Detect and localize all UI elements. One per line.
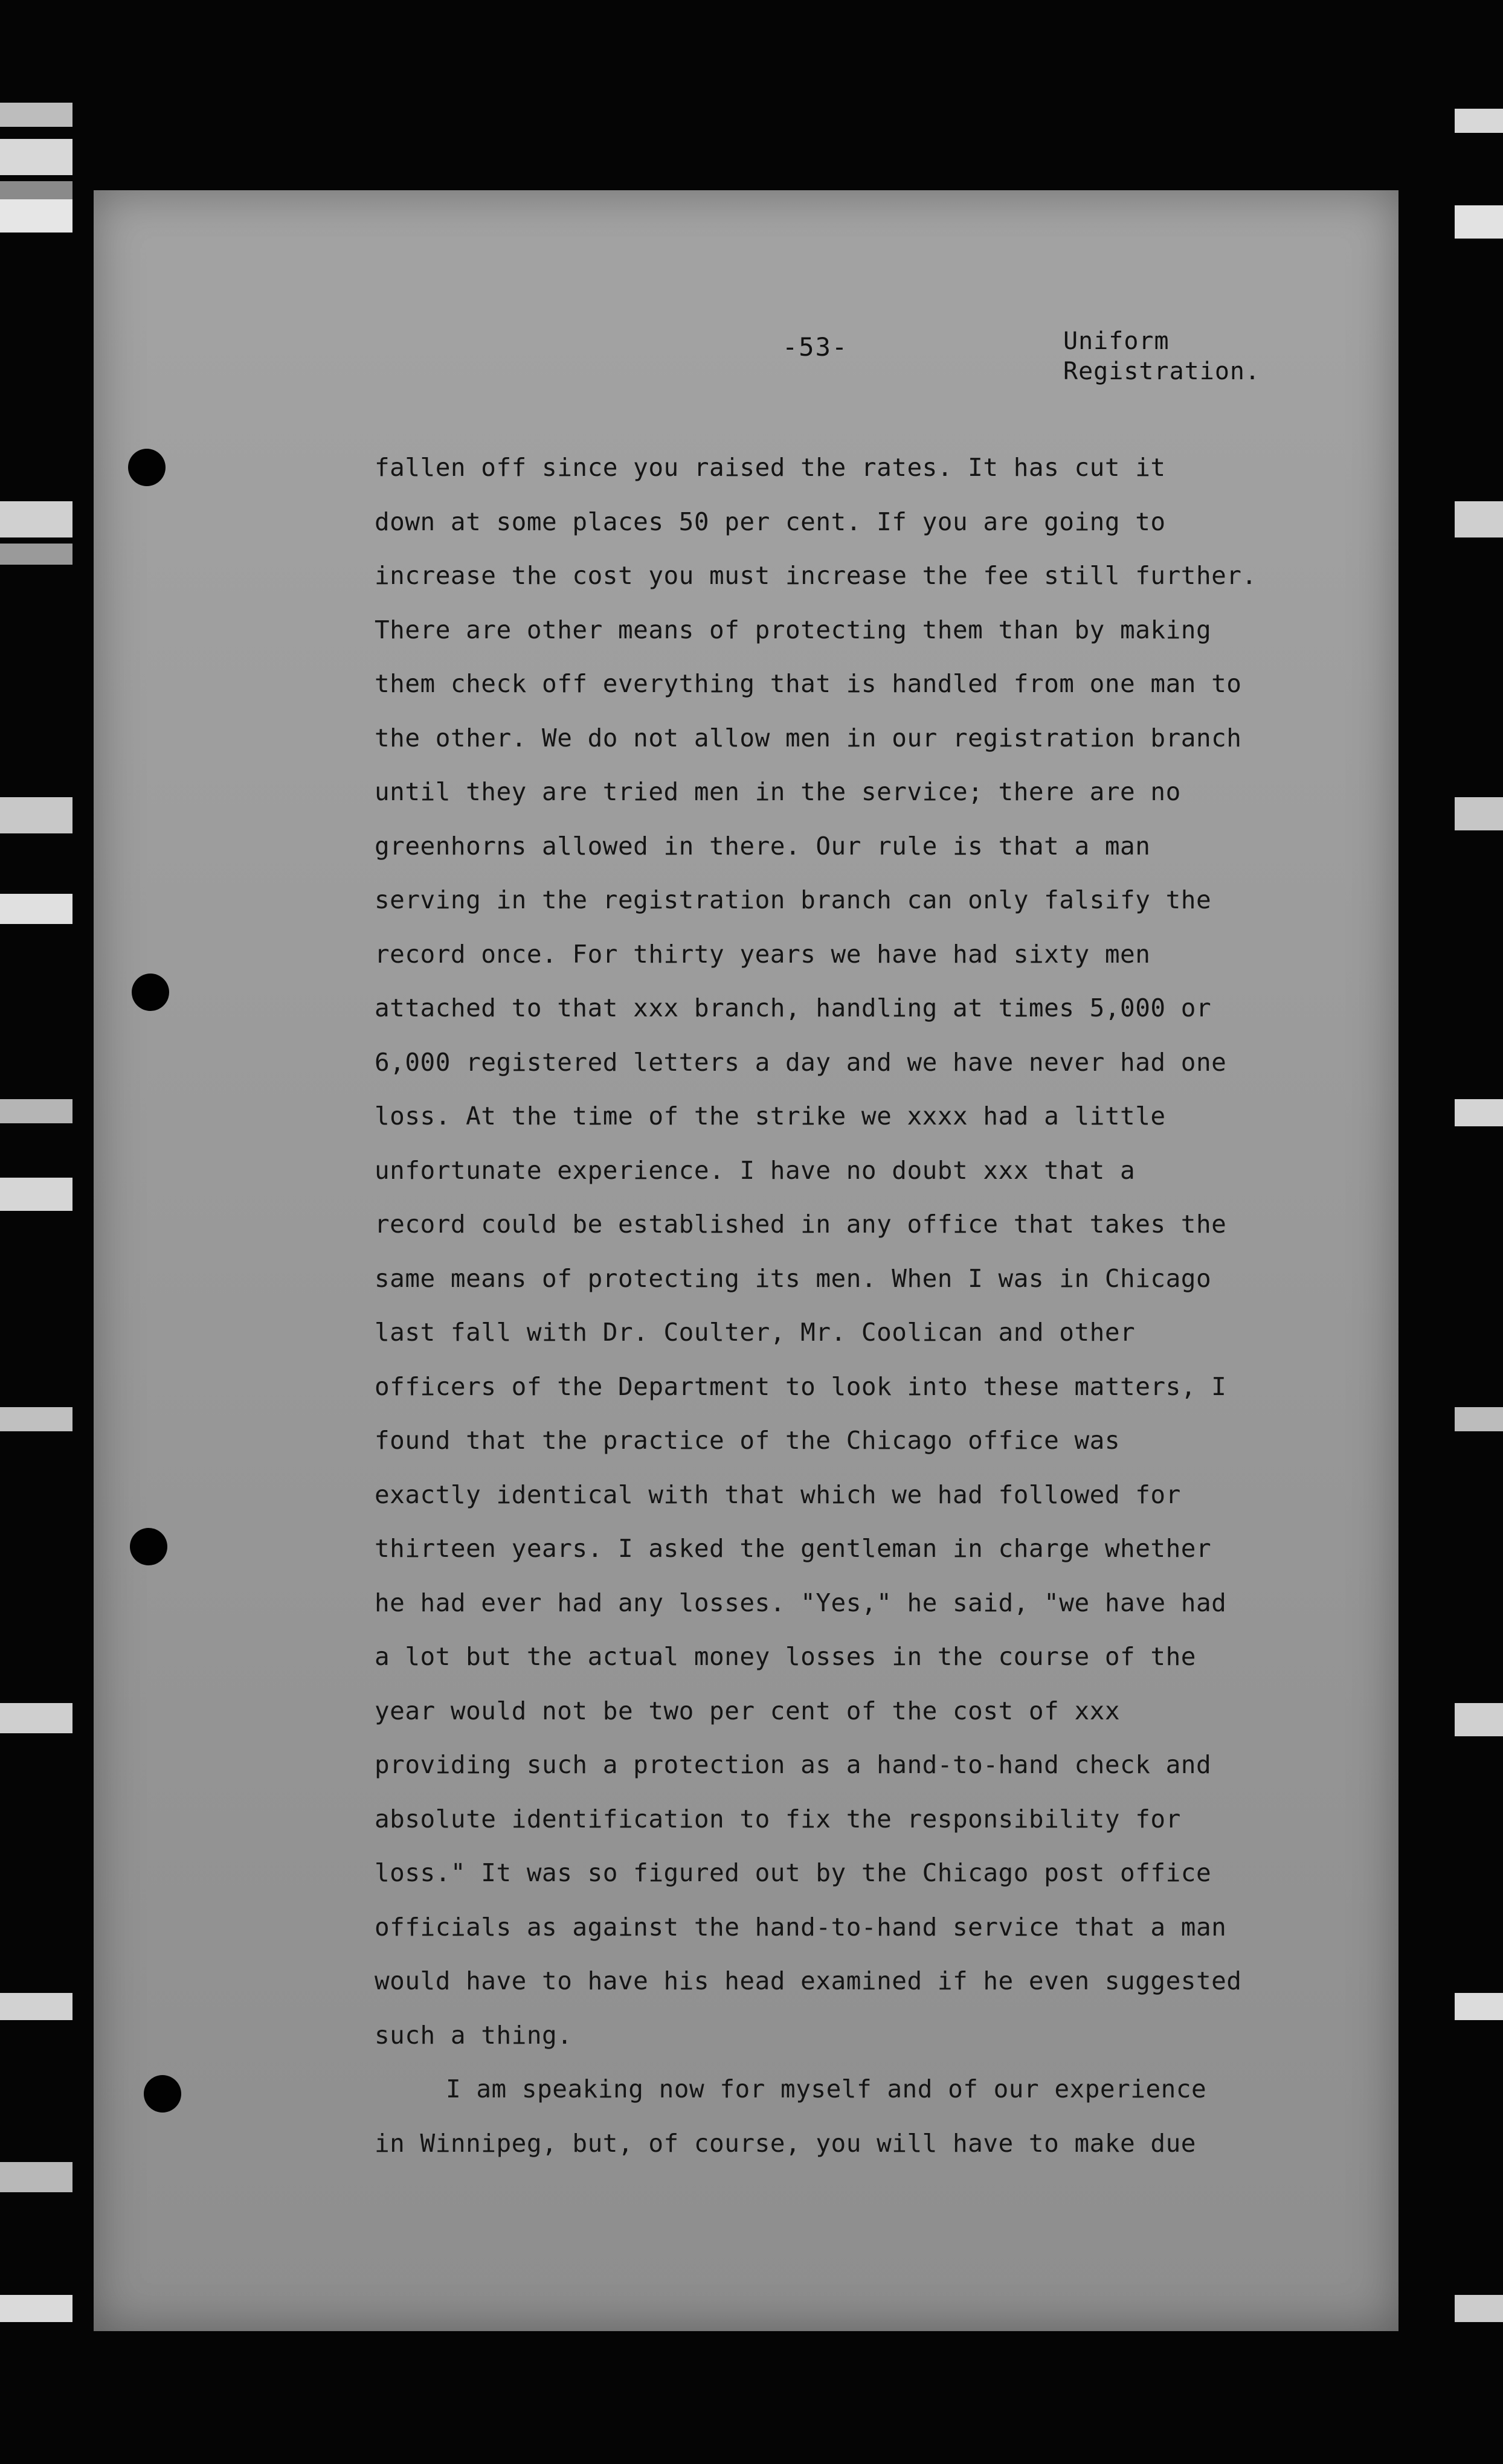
punch-hole — [132, 974, 169, 1011]
punch-hole — [130, 1528, 167, 1565]
text-line: them check off everything that is handled from one man to — [375, 669, 1242, 698]
text-line: serving in the registration branch can only falsify the — [375, 885, 1212, 914]
text-line: 6,000 registered letters a day and we have never had one — [375, 1047, 1227, 1077]
text-line: officials as against the hand-to-hand service that a man — [375, 1912, 1227, 1942]
page-number: -53- — [782, 332, 849, 362]
text-line: until they are tried men in the service; there are no — [375, 777, 1181, 806]
text-line: absolute identification to fix the responsibility for — [375, 1804, 1181, 1834]
text-line: unfortunate experience. I have no doubt xxx that a — [375, 1155, 1136, 1185]
text-line: year would not be two per cent of the cost of xxx — [375, 1696, 1121, 1725]
text-line: the other. We do not allow men in our registration branch — [375, 723, 1242, 752]
text-line: I am speaking now for myself and of our experience — [446, 2074, 1207, 2103]
section-title-line2: Registration. — [1063, 358, 1261, 385]
text-line: greenhorns allowed in there. Our rule is that a man — [375, 831, 1151, 861]
text-line: officers of the Department to look into these matters, I — [375, 1372, 1227, 1401]
text-line: a lot but the actual money losses in the course of the — [375, 1642, 1196, 1671]
text-line: attached to that xxx branch, handling at times 5,000 or — [375, 993, 1212, 1022]
film-strip-right — [1455, 0, 1503, 2464]
text-line: down at some places 50 per cent. If you are going to — [375, 507, 1166, 536]
text-line: thirteen years. I asked the gentleman in charge whether — [375, 1534, 1212, 1563]
text-line: in Winnipeg, but, of course, you will have to make due — [375, 2128, 1196, 2158]
text-line: record once. For thirty years we have had sixty men — [375, 939, 1151, 969]
text-line: last fall with Dr. Coulter, Mr. Coolican and other — [375, 1318, 1136, 1347]
text-line: providing such a protection as a hand-to-hand check and — [375, 1750, 1212, 1779]
section-title-line1: Uniform — [1063, 327, 1170, 355]
text-line: record could be established in any office that takes the — [375, 1210, 1227, 1239]
punch-hole — [144, 2075, 181, 2113]
text-line: exactly identical with that which we had followed for — [375, 1480, 1181, 1509]
text-line: would have to have his head examined if he even suggested — [375, 1966, 1242, 1995]
film-strip-left — [0, 0, 72, 2464]
text-line: fallen off since you raised the rates. It has cut it — [375, 453, 1166, 482]
document-body — [375, 441, 1353, 2170]
text-line: found that the practice of the Chicago office was — [375, 1426, 1121, 1455]
text-line: There are other means of protecting them than by making — [375, 615, 1212, 644]
text-line: loss. At the time of the strike we xxxx had a little — [375, 1102, 1166, 1131]
text-line: he had ever had any losses. "Yes," he said, "we have had — [375, 1588, 1227, 1617]
text-line: such a thing. — [375, 2020, 573, 2050]
text-line: increase the cost you must increase the fee still further. — [375, 561, 1257, 590]
section-title — [1063, 326, 1260, 387]
text-line: loss." It was so figured out by the Chicago post office — [375, 1858, 1212, 1887]
punch-hole — [128, 449, 166, 486]
text-line: same means of protecting its men. When I was in Chicago — [375, 1263, 1212, 1293]
